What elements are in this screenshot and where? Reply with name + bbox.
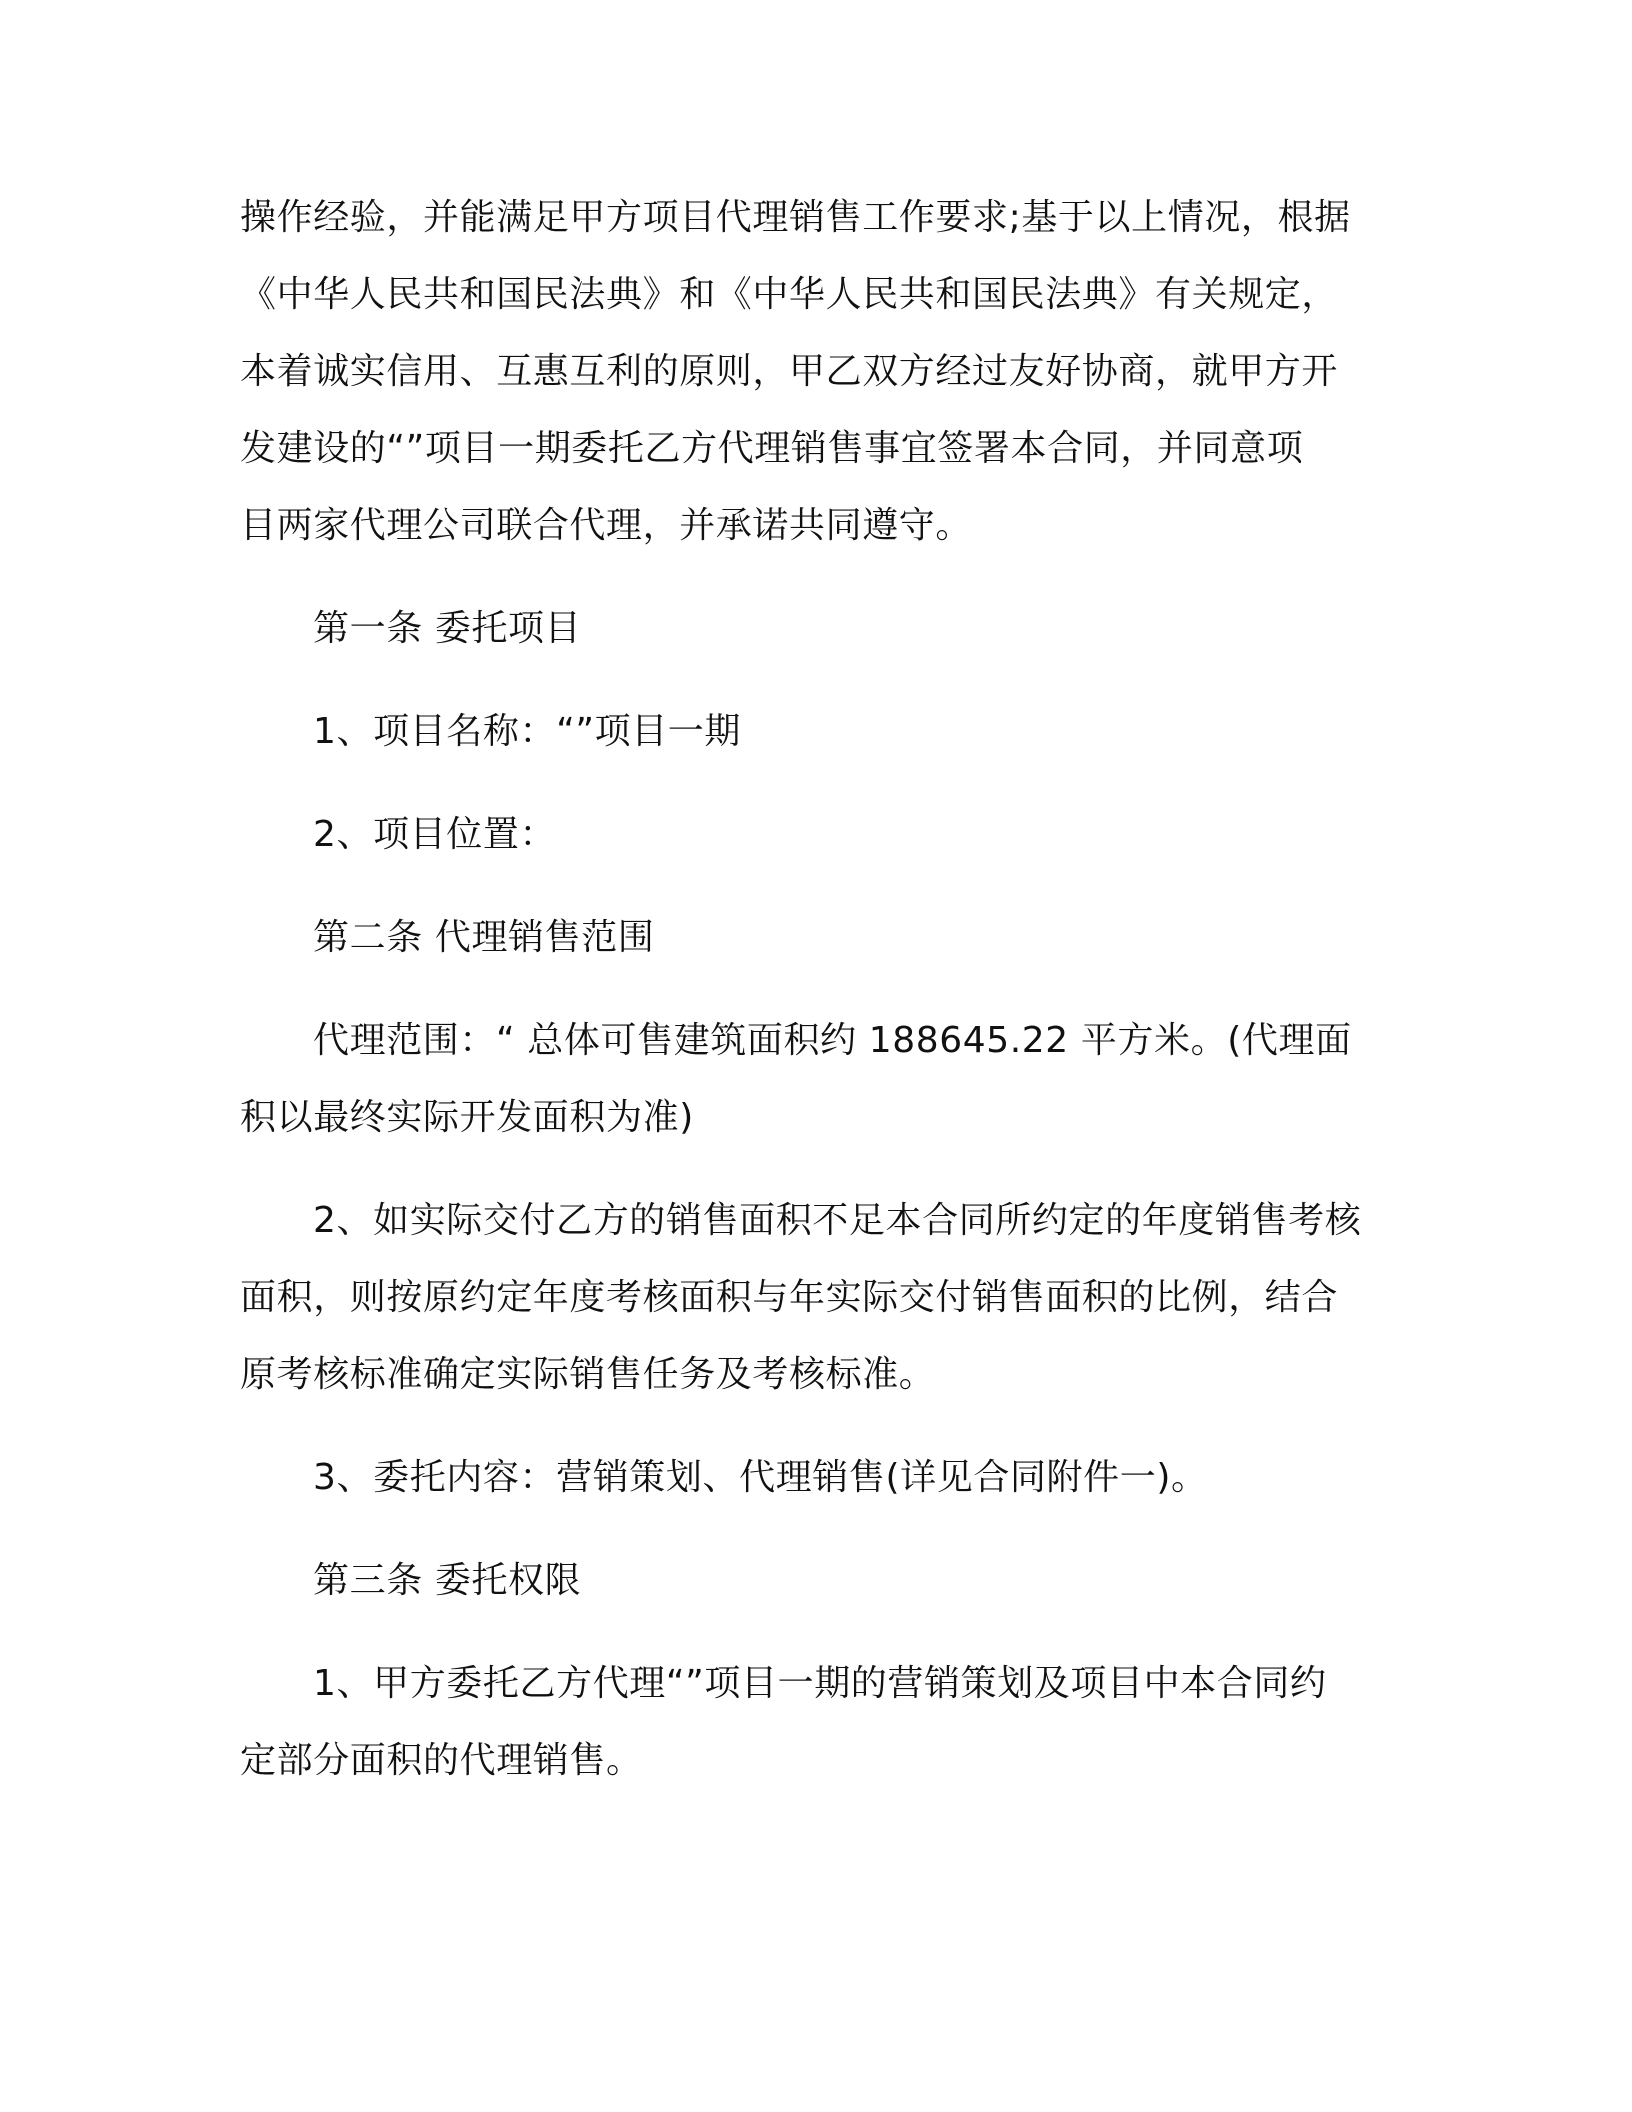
list-item: 3、委托内容：营销策划、代理销售(详见合同附件一)。 [313,1457,1208,1498]
body-text-line: 定部分面积的代理销售。 [240,1740,643,1781]
section-heading: 第二条 代理销售范围 [313,917,655,958]
body-text-line: 代理范围：“ 总体可售建筑面积约 188645.22 平方米。(代理面 [313,1020,1352,1061]
list-item: 2、项目位置： [313,814,557,855]
body-text-line: 原考核标准确定实际销售任务及考核标准。 [240,1354,936,1395]
list-item: 1、项目名称：“”项目一期 [313,711,742,752]
list-item: 2、如实际交付乙方的销售面积不足本合同所约定的年度销售考核 [313,1200,1362,1241]
body-text-line: 操作经验，并能满足甲方项目代理销售工作要求;基于以上情况，根据 [240,197,1351,238]
body-text-line: 《中华人民共和国民法典》和《中华人民共和国民法典》有关规定， [240,274,1339,315]
body-text-line: 目两家代理公司联合代理，并承诺共同遵守。 [240,505,973,546]
body-text-line: 发建设的“”项目一期委托乙方代理销售事宜签署本合同，并同意项 [240,428,1304,469]
section-heading: 第三条 委托权限 [313,1560,582,1601]
section-heading: 第一条 委托项目 [313,608,582,649]
body-text-line: 面积，则按原约定年度考核面积与年实际交付销售面积的比例，结合 [240,1277,1339,1318]
list-item: 1、甲方委托乙方代理“”项目一期的营销策划及项目中本合同约 [313,1663,1327,1704]
body-text-line: 本着诚实信用、互惠互利的原则，甲乙双方经过友好协商，就甲方开 [240,351,1339,392]
body-text-line: 积以最终实际开发面积为准) [240,1097,694,1138]
